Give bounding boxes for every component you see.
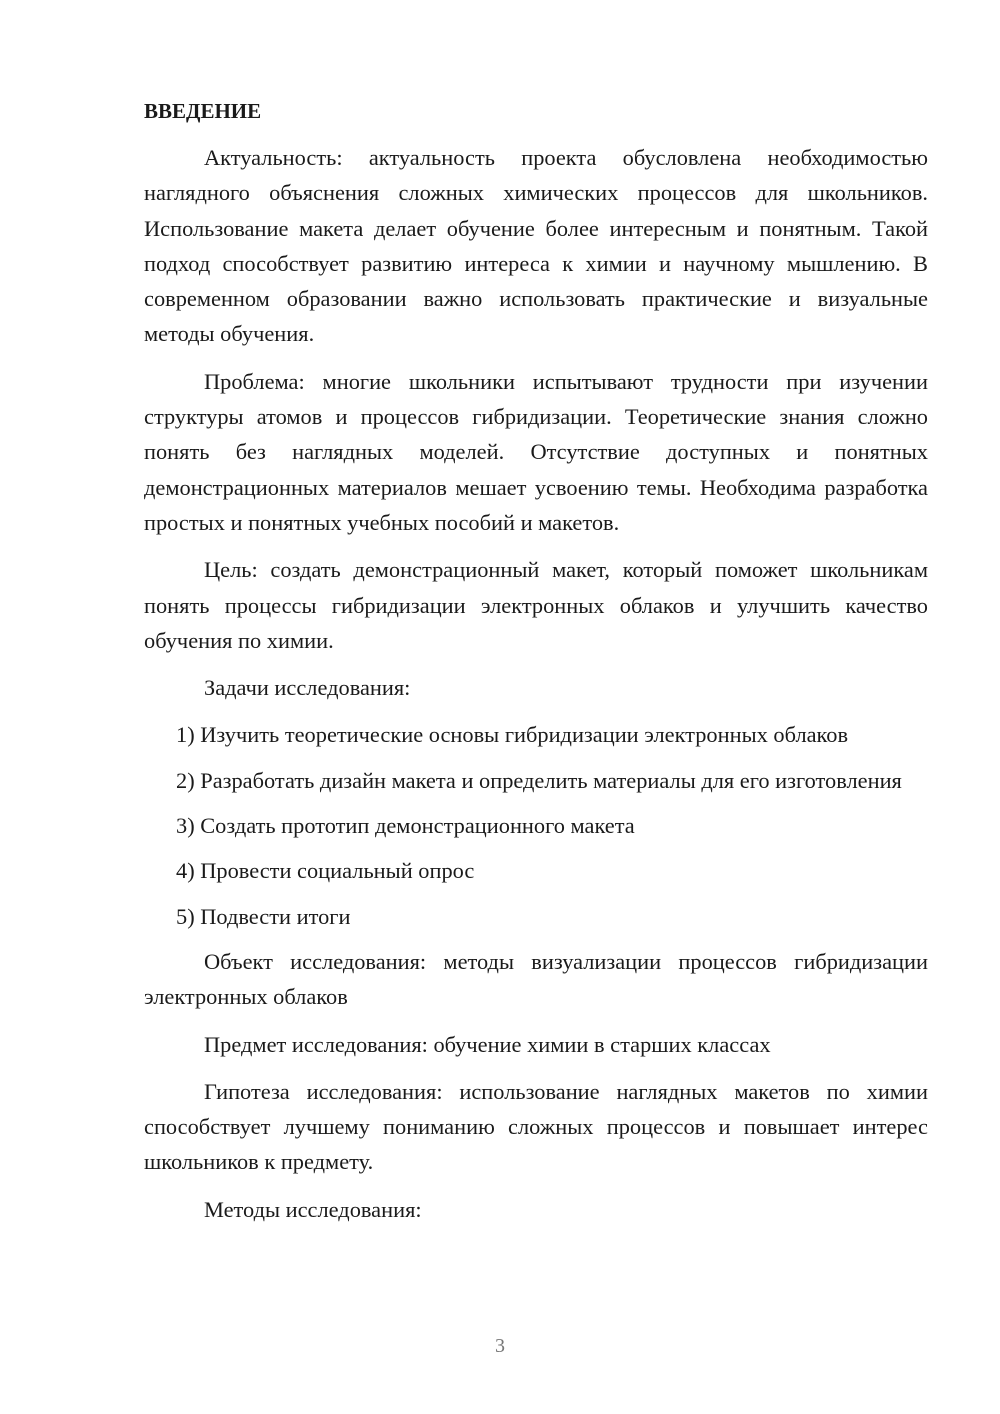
task-item: 2) Разработать дизайн макета и определить материалы для его изготовления bbox=[176, 767, 902, 793]
task-item: 3) Создать прототип демонстрационного макета bbox=[176, 813, 635, 839]
page-number: 3 bbox=[495, 1335, 505, 1357]
task-item: 5) Подвести итоги bbox=[176, 903, 351, 929]
research-subject-paragraph: Предмет исследования: обучение химии в старших классах bbox=[204, 1031, 771, 1057]
problem-paragraph: Проблема: многие школьники испытывают трудности при изучении структуры атомов и процессов гибридизации. Теоретические знания сложно понять без наглядных моделей. Отсутствие доступных и понятных демонстрационных материалов мешает усвоению темы. Необходима разработка простых и понятных учебных пособий и макетов. bbox=[144, 368, 928, 535]
section-title: ВВЕДЕНИЕ bbox=[144, 99, 262, 123]
task-item: 4) Провести социальный опрос bbox=[176, 858, 475, 884]
research-object-paragraph: Объект исследования: методы визуализации процессов гибридизации электронных облаков bbox=[144, 948, 928, 1010]
task-item: 1) Изучить теоретические основы гибридизации электронных облаков bbox=[176, 722, 849, 748]
page-content bbox=[144, 96, 928, 1239]
research-methods-heading: Методы исследования: bbox=[204, 1196, 422, 1222]
tasks-heading: Задачи исследования: bbox=[204, 675, 411, 701]
goal-paragraph: Цель: создать демонстрационный макет, который поможет школьникам понять процессы гибридизации электронных облаков и улучшить качество обучения по химии. bbox=[144, 557, 928, 653]
relevance-paragraph: Актуальность: актуальность проекта обусловлена необходимостью наглядного объяснения сложных химических процессов для школьников. Использование макета делает обучение более интересным и понятным. Такой подход способствует развитию интереса к химии и научному мышлению. В современном образовании важно использовать практические и визуальные методы обучения. bbox=[144, 145, 928, 347]
research-hypothesis-paragraph: Гипотеза исследования: использование наглядных макетов по химии способствует лучшему пониманию сложных процессов и повышает интерес школьников к предмету. bbox=[144, 1078, 928, 1175]
